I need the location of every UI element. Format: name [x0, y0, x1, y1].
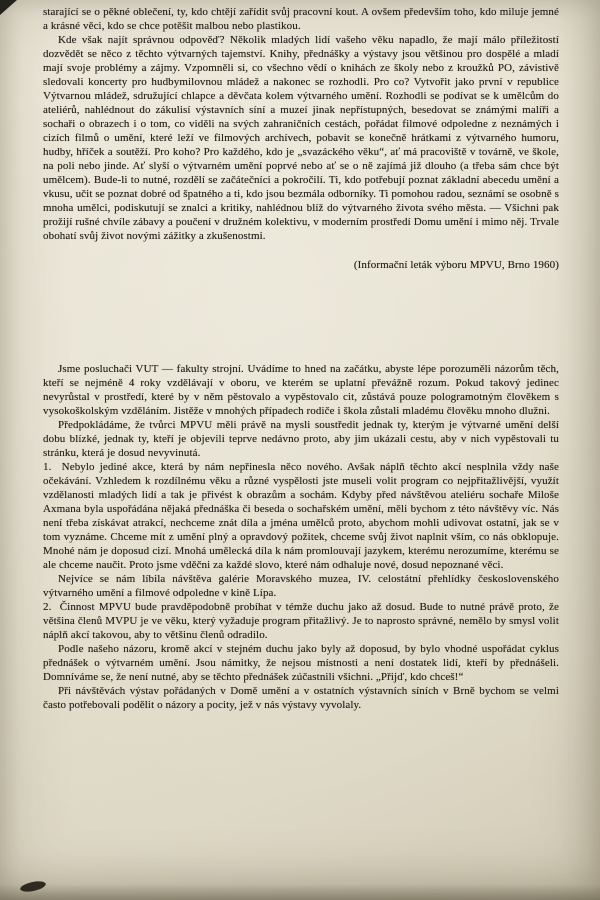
paragraph: starající se o pěkné oblečení, ty, kdo chtějí zařídit svůj pracovní kout. A ovšem především toho, kdo miluje jemné a krásné věci, kdo se chce potěšit malbou nebo plastikou.: [43, 6, 559, 32]
attribution: (Informační leták výboru MPVU, Brno 1960): [353, 259, 559, 271]
ink-smudge-artifact: [19, 879, 46, 893]
paragraph: Nejvíce se nám líbila návštěva galérie Moravského muzea, IV. celostátní přehlídky československého výtvarného umění a filmové odpoledne v kině Lípa.: [43, 573, 559, 599]
leaflet-excerpt: [43, 5, 559, 272]
paragraph: Jsme posluchači VUT — fakulty strojní. Uvádíme to hned na začátku, abyste lépe porozuměli názorům těch, kteří se nejméně 4 roky vzdělávají v oboru, ve kterém se uplatní převážně rozum. Pokud takový jedinec nevyrůstal v prostředí, které by v něm pěstovalo a vypěstovalo cit, zůstává pouze pologramotným člověkem s vysokoškolským vzděláním. Jistěže v mnohých případech rodiče i škola zůstali mladému člověku mnoho dlužni.: [43, 363, 559, 417]
text-column: [43, 5, 559, 712]
paragraph: 1. Nebylo jediné akce, která by nám nepřinesla něco nového. Avšak náplň těchto akcí nesplnila vždy naše očekávání. Vzhledem k rozdílnému věku a různé vyspělosti jste museli volit program co nejpřitažlivější, využít vzdělanosti mladých lidí a tak je přivést k obrazům a sochám. Kdyby před návštěvou ateliéru sochaře Miloše Axmana byla uspořádána nějaká přednáška či beseda o sochařském umění, měli bychom z této návštěvy víc. Nás není třeba získávat atrakcí, nechceme znát díla a jména umělců proto, abychom mohli udivovat ostatní, jak se v tom vyznáme. Chceme mít z umění plný a opravdový požitek, chceme svůj život naplnit vším, co nás obklopuje. Mnohé nám je doposud cizí. Mnohá umělecká díla k nám promlouvají jazykem, kterému nerozumíme, kterému se ale chceme naučit. Proto jsme vděčni za každé slovo, které nám odhaluje nové, dosud nepoznané věci.: [43, 461, 559, 571]
paragraph: Předpokládáme, že tvůrci MPVU měli právě na mysli soustředit jednak ty, kterým je výtvarné umění delší dobu blízké, jednak ty, kteří je objevili teprve nedávno proto, aby jim ukázali cestu, aby v nich vypěstovali tu stránku, která je dosud nevyvinutá.: [43, 419, 559, 459]
paragraph: Podle našeho názoru, kromě akcí v stejném duchu jako byly až doposud, by bylo vhodné uspořádat cyklus přednášek o výtvarném umění. Jsou námitky, že nejsou místnosti a není dostatek lidí, kteří by přednášeli. Domníváme se, že není nutné, aby se těchto přednášek zúčastnili všichni. „Přijď, kdo chceš!“: [43, 643, 559, 683]
student-response: [43, 362, 559, 712]
paragraph: 2. Činnost MPVU bude pravděpodobně probíhat v témže duchu jako až dosud. Bude to nutné právě proto, že většina členů MVPU je ve věku, který vyžaduje program přitažlivý. Je to naprosto správné, nemělo by smysl volit náplň akcí takovou, aby to většinu členů odradilo.: [43, 601, 559, 641]
paragraph: Při návštěvách výstav pořádaných v Domě umění a v ostatních výstavních síních v Brně bychom se velmi často potřebovali podělit o názory a pocity, jež v nás výstavy vyvolaly.: [43, 685, 559, 711]
paragraph: Kde však najít správnou odpověď? Několik mladých lidí vašeho věku napadlo, že mají málo příležitostí dozvědět se něco z těchto výtvarných tajemství. Knihy, přednášky a výstavy jsou většinou pro dospělé a mladí mají svoje problémy a zájmy. Vzpomněli si, co všechno vědí o knihách ze školy nebo z kroužků PO, závistivě sledovali koncerty pro hudbymilovnou mládež a nakonec se rozhodli. Pro co? Vytvořit jako první v republice Výtvarnou mládež, sdružující chlapce a děvčata kolem výtvarného umění. Rozhodli se podívat se k umělcům do ateliérů, nahlédnout do zákulisí výstavních síní a muzeí jinak nepřístupných, besedovat se známými malíři a sochaři o obrazech i o tom, co viděli na svých zahraničních cestách, pořádat filmové odpoledne z neznámých i cizích filmů o umění, které leží ve filmových archívech, pobavit se konečně hrátkami z výtvarného humoru, hudby, hříček a soutěží. Pro koho? Pro každého, kdo je „svazáckého věku“, ať má pracoviště v továrně, ve škole, na poli nebo jinde. Ať slyší o výtvarném umění poprvé nebo ať se o ně zajímá již dlouho (a třeba sám chce být umělcem). Bude-li to nutné, rozdělí se začátečníci a pokročilí. Ti, kdo potřebují poznat základní abecedu umění a vkusu, učit se poznat dobré od špatného a ti, kdo jsou bezmála odborníky. Ti pomohou radou, seznámí se osobně s mnoha umělci, podiskutují se znalci a kritiky, nahlédnou blíž do výtvarného života svého města. — Všichni pak prožijí rušné chvíle zábavy a poučení v družném kolektivu, v moderním prostředí Domu umění i mimo něj. Trvale obohatí svůj život novými zážitky a zkušenostmi.: [43, 34, 559, 242]
scan-corner-artifact: [0, 0, 17, 15]
